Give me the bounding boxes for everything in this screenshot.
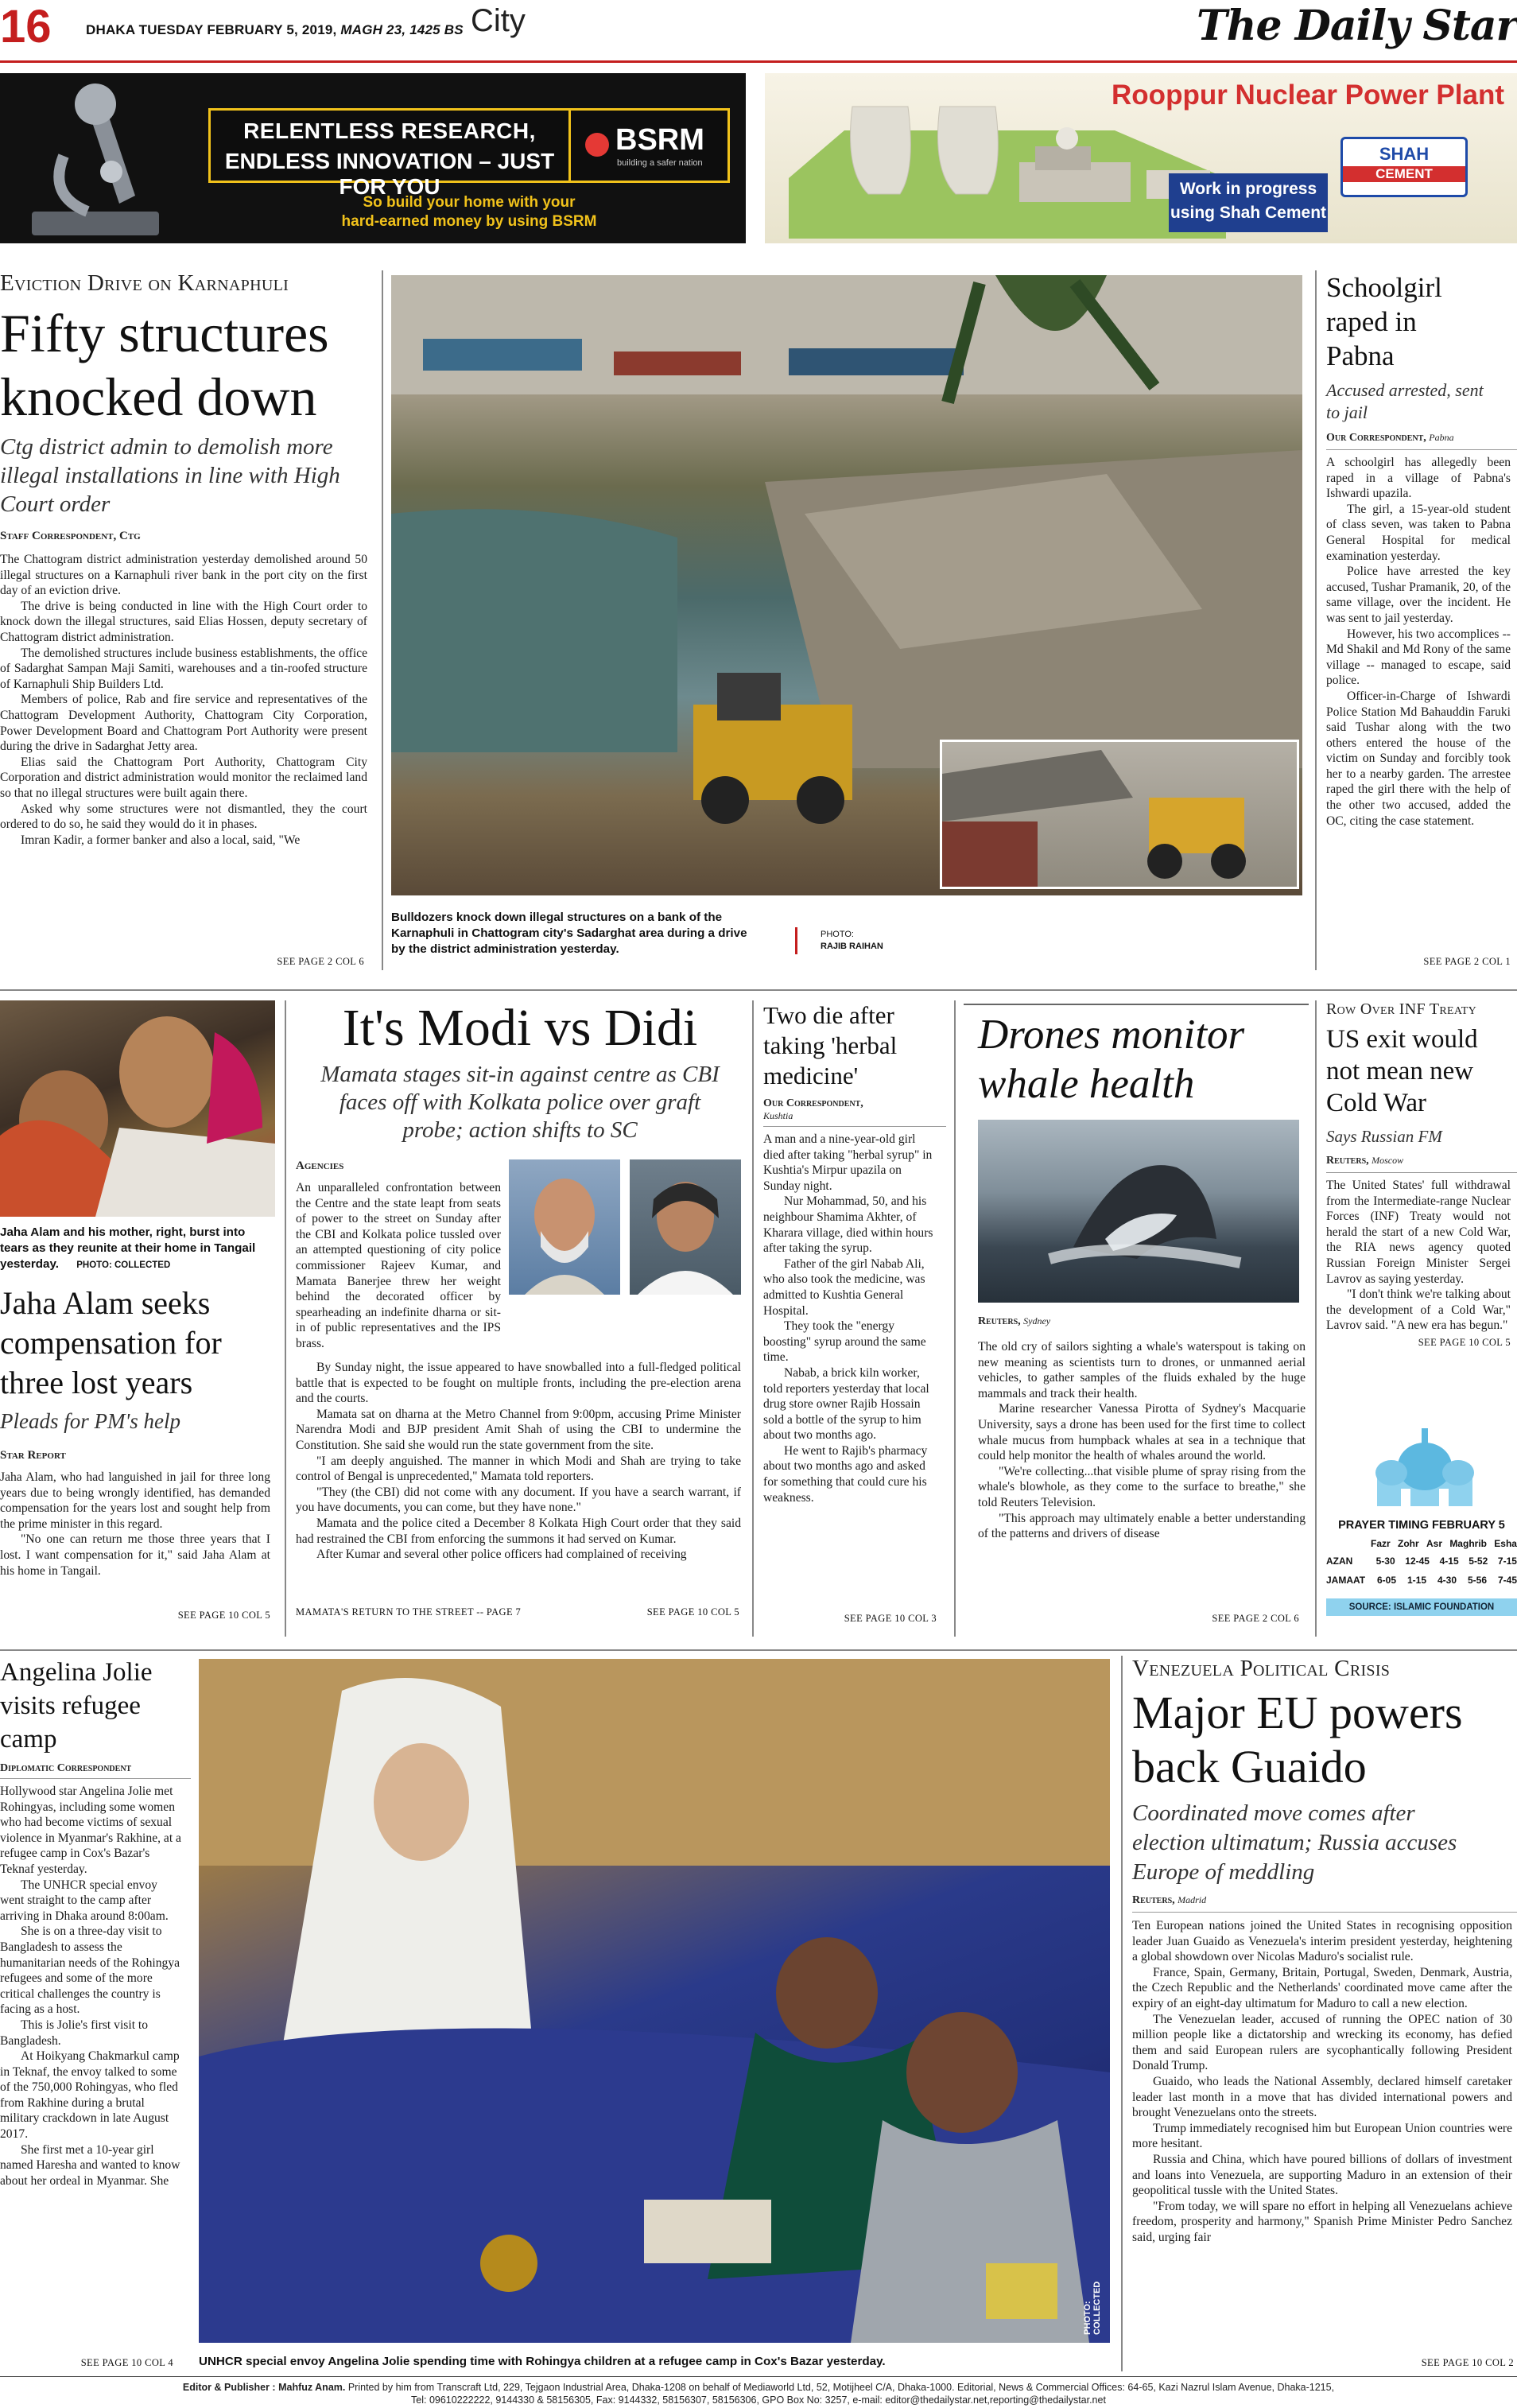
- reunion-photo: [0, 1000, 275, 1217]
- photo-credit: PHOTO: COLLECTED: [76, 1260, 171, 1270]
- byline: [978, 1315, 1050, 1328]
- photo-caption: [0, 1225, 270, 1273]
- jump-link[interactable]: SEE PAGE 2 COL 6: [1212, 1613, 1299, 1624]
- kicker: Venezuela Political Crisis: [1132, 1656, 1391, 1681]
- mosque-icon: [1369, 1422, 1480, 1509]
- story-jolie: [0, 1656, 191, 2376]
- paragraph: "I don't think we're talking about the development of a Cold War," Lavrov said. "A new era has begun.": [1326, 1288, 1511, 1333]
- prayer-header: Asr: [1426, 1538, 1442, 1549]
- power-plant-graphic: [781, 83, 1226, 239]
- byline-rule: [763, 1126, 946, 1127]
- bsrm-headline-2: ENDLESS INNOVATION – JUST FOR YOU: [224, 149, 555, 199]
- deck: Mamata stages sit-in against centre as CBI faces off with Kolkata police over graft probe; action shifts to SC: [320, 1062, 720, 1143]
- byline-rule: [1326, 1172, 1517, 1173]
- prayer-header: Fazr: [1371, 1538, 1391, 1549]
- imprint: [0, 2381, 1517, 2406]
- jump-link-page-7[interactable]: MAMATA'S RETURN TO THE STREET -- PAGE 7: [296, 1606, 522, 1618]
- paragraph: At Hoikyang Chakmarkul camp in Teknaf, the envoy talked to some of the 750,000 Rohingyas, who fled from Rakhine during a brutal military crackdown in late August 2017.: [0, 2049, 180, 2142]
- section-rule: [0, 989, 1517, 991]
- paragraph: "From today, we will spare no effort in helping all Venezuelans achieve freedom, prosperity and harmony," Spanish Prime Minister Pedro Sanchez said, urging fair: [1132, 2199, 1512, 2244]
- shah-callout: [1169, 173, 1328, 232]
- deck: Says Russian FM: [1326, 1127, 1442, 1146]
- bsrm-logo-icon: [585, 133, 609, 157]
- paragraph: The old cry of sailors sighting a whale's waterspout is taking on new meaning as scientists turn to drones, or unmanned aerial vehicles, to gather samples of the fluids exhaled by the huge mammals and track their health.: [978, 1340, 1306, 1400]
- byline: [1326, 432, 1517, 445]
- byline-place: Pabna: [1429, 432, 1454, 443]
- paragraph: Mamata and the police cited a December 8 Kolkata High Court order that they said had restrained the CBI from enforcing the summons it had served on Kumar.: [296, 1516, 741, 1546]
- article-body: [978, 1339, 1306, 1542]
- paragraph: "No one can return me those three years that I lost. I want compensation for it," said Jaha Alam at his home in Tangail.: [0, 1532, 270, 1578]
- story-herbal: [763, 1000, 946, 1645]
- imprint-line-1: [0, 2381, 1517, 2394]
- paragraph: Police have arrested the key accused, Tushar Pramanik, 20, of the same village, over the incident. He was sent to jail yesterday.: [1326, 565, 1511, 625]
- article-body: [1326, 1178, 1511, 1334]
- prayer-header: Esha: [1494, 1538, 1517, 1549]
- paragraph: "We're collecting...that visible plume of spray rising from the whale's blowhole, as they come to the surface to breathe," she told Reuters Television.: [978, 1464, 1306, 1509]
- photo-credit: PHOTO: COLLECTED: [1083, 2281, 1102, 2335]
- paragraph: The demolished structures include business establishments, the office of Sadarghat Sampan Maji Samiti, warehouses and a tin-roofed structure of Karnaphuli Ship Builders Ltd.: [0, 646, 367, 691]
- inset-photo: [940, 740, 1299, 889]
- dateline-date: DHAKA TUESDAY FEBRUARY 5, 2019,: [86, 22, 337, 37]
- byline-rule: [0, 1778, 191, 1779]
- bsrm-sub-1: So build your home with your: [363, 194, 576, 211]
- paragraph: He went to Rajib's pharmacy about two months ago and asked for something that could cure his weakness.: [763, 1443, 928, 1505]
- paragraph: Nabab, a brick kiln worker, told reporters yesterday that local drug store owner Rajib Hossain sold a bottle of the syrup to him about two months ago.: [763, 1365, 929, 1443]
- deck: Coordinated move comes after election ultimatum; Russia accuses Europe of meddling: [1132, 1800, 1457, 1885]
- section-name: City: [471, 3, 526, 38]
- story-schoolgirl: [1326, 270, 1517, 978]
- jump-link[interactable]: SEE PAGE 2 COL 6: [277, 956, 364, 967]
- prayer-time: 4-30: [1437, 1575, 1457, 1586]
- paragraph: Imran Kadir, a former banker and also a local, said, "We: [21, 833, 301, 847]
- paragraph: Mamata sat on dharna at the Metro Channel from 9:00pm, accusing Prime Minister Narendra Modi and BJP president Amit Shah of using the CBI to undermine the Constitution. She said she would run the state government from the site.: [296, 1407, 741, 1452]
- paragraph: Asked why some structures were not dismantled, they the court ordered to do so, he said they would do it in phases.: [0, 802, 367, 832]
- jump-link[interactable]: SEE PAGE 2 COL 1: [1423, 956, 1511, 967]
- jump-link[interactable]: SEE PAGE 10 COL 4: [80, 2357, 173, 2368]
- story-eviction: [0, 259, 374, 975]
- headline: US exit would not mean new Cold War: [1326, 1025, 1478, 1117]
- shah-logo-1: SHAH: [1379, 144, 1430, 164]
- article-body: [0, 552, 367, 848]
- paragraph: Members of police, Rab and fire service and representatives of the Chattogram Development Authority, Chattogram City Corporation, Power Development Board and Chattogram Port Authority were present during the drive in Sadarghat Jetty area.: [0, 693, 367, 754]
- paragraph: A schoolgirl has allegedly been raped in a village of Pabna's Ishwardi upazila.: [1326, 456, 1511, 501]
- microscope-graphic: [16, 76, 175, 240]
- photo-caption: Bulldozers knock down illegal structures on a bank of the Karnaphuli in Chattogram city's Sadarghat area during a drive by the district administration yesterday.: [391, 911, 747, 956]
- paragraph: This is Jolie's first visit to Bangladesh.: [0, 2018, 149, 2048]
- shah-line-2: using Shah Cement: [1170, 204, 1327, 222]
- article-body-narrow: [296, 1180, 501, 1352]
- jump-link[interactable]: SEE PAGE 10 COL 5: [646, 1606, 739, 1618]
- reunion-scene: [0, 1000, 275, 1217]
- column-rule: [1315, 270, 1317, 970]
- article-body: [1326, 455, 1511, 829]
- article-body: [0, 1784, 184, 2189]
- prayer-time: 7-15: [1497, 1555, 1517, 1567]
- whale-scene: [978, 1120, 1299, 1303]
- paragraph: "I am deeply anguished. The manner in which Modi and Shah are trying to take control of Bengal is unprecedented," Mamata told reporters.: [296, 1454, 741, 1484]
- byline: [1326, 1155, 1517, 1167]
- byline: Star Report: [0, 1449, 66, 1462]
- inset-scene: [942, 742, 1297, 887]
- mamata-photo: [630, 1159, 741, 1295]
- bsrm-logo: [571, 108, 730, 183]
- photo-credit: [821, 929, 883, 953]
- paragraph: Ten European nations joined the United States in recognising opposition leader Juan Guaido as Venezuela's interim president yesterday, heightening a global showdown over Nicolas Maduro's socialist rule.: [1132, 1919, 1512, 1964]
- story-modi: [296, 1000, 744, 1645]
- headline: Two die after taking 'herbal medicine': [763, 1001, 898, 1089]
- paragraph: The girl, a 15-year-old student of class seven, was taken to Pabna General Hospital for medical examination yesterday.: [1326, 502, 1511, 563]
- prayer-time: 5-52: [1469, 1555, 1488, 1567]
- prayer-time: 1-15: [1406, 1575, 1426, 1586]
- headline: Jaha Alam seeks compensation for three lost years: [0, 1285, 222, 1400]
- paragraph: A man and a nine-year-old girl died after taking "herbal syrup" in Kushtia's Mirpur upazila on Sunday night.: [763, 1132, 933, 1193]
- story-drones: [964, 1004, 1309, 1648]
- paragraph: Marine researcher Vanessa Pirotta of Sydney's Macquarie University, says a drone has been used for the first time to collect whale mucus from humpback whales at sea in a technique that could help monitor the health of whales around the world.: [978, 1402, 1306, 1463]
- story-jaha: [0, 1000, 275, 1657]
- paragraph: The United States' full withdrawal from the Intermediate-range Nuclear Forces (INF) Treaty would not herald the start of a new Cold War, the RIA news agency quoted Russian Foreign Minister Sergei Lavrov as saying yesterday.: [1326, 1179, 1511, 1286]
- deck: Ctg district admin to demolish more illegal installations in line with High Court order: [0, 434, 340, 517]
- headline-line-2: knocked down: [0, 367, 317, 427]
- jump-link[interactable]: SEE PAGE 10 COL 2: [1421, 2357, 1514, 2368]
- column-rule: [1121, 1656, 1123, 2371]
- paragraph: The UNHCR special envoy went straight to the camp after arriving in Dhaka around 8:00am.: [0, 1878, 169, 1923]
- masthead: [0, 0, 1517, 64]
- byline-name: Our Correspondent,: [1326, 432, 1426, 444]
- paragraph: France, Spain, Germany, Britain, Portugal, Sweden, Denmark, Austria, the Czech Republic and the Netherlands' coordinated move came after the expiry of an eight-day ultimatum for Maduro to call a new election.: [1132, 1965, 1512, 2010]
- caption-text: Jaha Alam and his mother, right, burst into tears as they reunite at their home in Tangail yesterday.: [0, 1225, 256, 1271]
- column-rule: [752, 1000, 754, 1637]
- modi-photo: [509, 1159, 620, 1295]
- column-rule: [285, 1000, 286, 1637]
- headline: It's Modi vs Didi: [342, 999, 698, 1057]
- paragraph: She is on a three-day visit to Bangladesh to assess the humanitarian needs of the Rohingya refugees and some of the more critical challenges the country is facing as a host.: [0, 1924, 180, 2017]
- shah-logo-2: CEMENT: [1343, 166, 1465, 182]
- masthead-rule: [0, 60, 1517, 63]
- headline-line-1: Fifty structures: [0, 303, 329, 363]
- kicker: Eviction Drive on Karnaphuli: [0, 270, 289, 296]
- prayer-header: Maghrib: [1449, 1538, 1487, 1549]
- headline-line-2: back Guaido: [1132, 1741, 1367, 1792]
- imprint-label: Editor & Publisher :: [182, 2382, 276, 2393]
- prayer-source: SOURCE: ISLAMIC FOUNDATION: [1326, 1598, 1517, 1616]
- jolie-photo: [199, 1659, 1110, 2343]
- photo-credit-label: PHOTO:: [821, 930, 854, 939]
- paragraph: The Chattogram district administration yesterday demolished around 50 illegal structures on a Karnaphuli river bank in the port city on the first day of an eviction drive.: [0, 553, 367, 598]
- mamata-portrait: [630, 1159, 741, 1295]
- paragraph: "This approach may ultimately enable a better understanding of the patterns and drivers of disease: [978, 1511, 1306, 1541]
- paragraph: Trump immediately recognised him but European Union countries were more hesitant.: [1132, 2121, 1512, 2151]
- bsrm-panel: [208, 108, 571, 199]
- paragraph: Guaido, who leads the National Assembly, declared himself caretaker leader last month in a move that has divided international powers and brought Venezuelans onto the streets.: [1132, 2074, 1512, 2120]
- section-rule: [0, 1649, 1517, 1651]
- bsrm-sub-2: hard-earned money by using BSRM: [341, 213, 597, 230]
- byline-rule: [1326, 449, 1517, 450]
- shah-ad-title: Rooppur Nuclear Power Plant: [1112, 80, 1504, 111]
- deck: Pleads for PM's help: [0, 1409, 180, 1433]
- byline: Agencies: [296, 1159, 344, 1172]
- paragraph: Father of the girl Nabab Ali, who also took the medicine, was admitted to Kushtia General Hospital.: [763, 1256, 925, 1318]
- article-body: [1132, 1918, 1512, 2245]
- headline-line-1: Drones monitor: [978, 1012, 1245, 1058]
- article-body: [296, 1360, 741, 1563]
- paragraph: However, his two accomplices -- Md Shakil and Md Rony of the same village -- managed to escape, said police.: [1326, 627, 1511, 688]
- prayer-time: 5-30: [1375, 1555, 1395, 1567]
- column-rule: [1315, 1000, 1317, 1637]
- prayer-time: 7-45: [1497, 1575, 1517, 1586]
- article-body: [0, 1470, 270, 1579]
- paragraph: They took the "energy boosting" syrup around the same time.: [763, 1319, 926, 1365]
- jump-link[interactable]: SEE PAGE 10 COL 5: [177, 1610, 270, 1621]
- shah-cement-ad[interactable]: [765, 73, 1517, 243]
- imprint-name: Mahfuz Anam.: [278, 2382, 346, 2393]
- prayer-title: PRAYER TIMING FEBRUARY 5: [1338, 1519, 1505, 1532]
- byline: [763, 1097, 946, 1123]
- byline-name: Reuters,: [978, 1315, 1021, 1327]
- column-rule: [954, 1000, 956, 1637]
- byline: Diplomatic Correspondent: [0, 1762, 132, 1774]
- whale-photo: [978, 1120, 1299, 1303]
- paragraph: Hollywood star Angelina Jolie met Rohingyas, including some women who had become victims of sexual violence in Myanmar's Rakhine, at a refugee camp in Cox's Bazar's Teknaf yesterday.: [0, 1785, 181, 1876]
- byline-place: Moscow: [1372, 1155, 1404, 1166]
- bsrm-brand: BSRM: [615, 123, 704, 157]
- byline-rule: [1132, 1912, 1517, 1913]
- page-number: 16: [0, 1, 52, 52]
- caption-divider: [795, 927, 797, 954]
- byline-place: Kushtia: [763, 1110, 793, 1121]
- photo-credit-name: RAJIB RAIHAN: [821, 942, 883, 951]
- byline-name: Reuters,: [1326, 1155, 1369, 1167]
- byline: Staff Correspondent, Ctg: [0, 530, 141, 542]
- prayer-header: Zohr: [1398, 1538, 1419, 1549]
- byline: [1132, 1894, 1206, 1907]
- byline-place: Sydney: [1023, 1315, 1051, 1326]
- prayer-row-jamaat: [1326, 1575, 1517, 1586]
- paragraph: An unparalleled confrontation between the Centre and the state leapt from seats of power to the street on Sunday after the CBI and Kolkata police tussled over an attempted questioning of city police commissioner Rajeev Kumar, and Mamata Banerjee threw her weight behind the decorated officer by spearheading an indefinite dharna or sit-in of public representatives and the IPS brass.: [296, 1181, 501, 1350]
- kicker: Row Over INF Treaty: [1326, 1000, 1476, 1018]
- paragraph: The drive is being conducted in line with the High Court order to knock down the illegal structures, said Elias Hossen, deputy secretary of Chattogram district administration.: [0, 599, 367, 644]
- story-inf: [1326, 1000, 1517, 1398]
- imprint-line-2: Tel: 09610222222, 9144330 & 58156305, Fax: 9144332, 58156307, 58156306, GPO Box No: 3257, e-mail: editor@thedailystar.net,reporting@thedailystar.net: [411, 2394, 1106, 2406]
- jolie-scene: [199, 1659, 1110, 2343]
- prayer-row-azan: [1326, 1555, 1517, 1567]
- dateline: [86, 22, 464, 38]
- prayer-timing-box: [1326, 1422, 1517, 1625]
- prayer-time: 12-45: [1405, 1555, 1430, 1567]
- paragraph: Elias said the Chattogram Port Authority, Chattogram City Corporation and district administration would monitor the reclaimed land so that no illegal structures were built again there.: [0, 755, 367, 800]
- jump-link[interactable]: SEE PAGE 10 COL 3: [844, 1613, 937, 1624]
- paragraph: Officer-in-Charge of Ishwardi Police Station Md Bahauddin Faruki said Tushar along with the two others entered the house of the victim on Sunday and forcibly took her to a nearby garden. The arrestee raped the girl there with the help of the other two accused, added the OC, citing the case statement.: [1326, 689, 1511, 828]
- paragraph: By Sunday night, the issue appeared to have snowballed into a full-fledged political battle that is expected to be fought on multiple fronts, including the pre-election arena and the courts.: [296, 1361, 741, 1406]
- deck: Accused arrested, sent to jail: [1326, 380, 1484, 422]
- prayer-row-label: JAMAAT: [1326, 1575, 1366, 1586]
- paragraph: The Venezuelan leader, accused of running the OPEC nation of 30 million people like a dictatorship and wrecking its economy, has defied them and said European rulers are sycophantically following President Donald Trump.: [1132, 2012, 1512, 2073]
- article-body: [763, 1132, 940, 1505]
- paragraph: Nur Mohammad, 50, and his neighbour Shamima Akhter, of Kharara village, died within hours after taking the syrup.: [763, 1194, 933, 1256]
- byline-name: Reuters,: [1132, 1894, 1175, 1906]
- jump-link[interactable]: SEE PAGE 10 COL 5: [1418, 1336, 1511, 1348]
- demolition-photo: [391, 275, 1302, 895]
- photo-caption: UNHCR special envoy Angelina Jolie spending time with Rohingya children at a refugee camp in Cox's Bazar yesterday.: [199, 2355, 886, 2368]
- footer-rule: [0, 2376, 1517, 2377]
- headline-line-1: Major EU powers: [1132, 1687, 1463, 1738]
- prayer-time: 6-05: [1376, 1575, 1396, 1586]
- imprint-text: Printed by him from Transcraft Ltd, 229, Tejgaon Industrial Area, Dhaka-1208 on behalf of Mediaworld Ltd, 52, Motijheel C/A, Dhaka-1000. Editorial, News & Commercial Offices: 64-65, Kazi Nazrul Islam Avenue, Dhaka-1215,: [347, 2382, 1335, 2393]
- headline: Angelina Jolie visits refugee camp: [0, 1658, 153, 1754]
- masthead-logo: The Daily Star: [1197, 2, 1517, 50]
- paragraph: She first met a 10-year girl named Haresha and wanted to know about her ordeal in Myanmar. She: [0, 2142, 180, 2188]
- paragraph: Jaha Alam, who had languished in jail for three long years due to being wrongly identified, has demanded compensation for the years lost and sought help from the prime minister in this regard.: [0, 1470, 270, 1531]
- shah-line-1: Work in progress: [1179, 180, 1317, 198]
- byline-name: Our Correspondent,: [763, 1097, 863, 1109]
- bsrm-headline-1: RELENTLESS RESEARCH,: [243, 118, 536, 143]
- paragraph: After Kumar and several other police officers had complained of receiving: [316, 1548, 687, 1562]
- dateline-bangla: MAGH 23, 1425 BS: [340, 22, 464, 37]
- modi-portrait: [509, 1159, 620, 1295]
- headline: Schoolgirl raped in Pabna: [1326, 272, 1442, 371]
- paragraph: "They (the CBI) did not come with any document. If you have a search warrant, if you have documents, you can come, but they have none.": [296, 1485, 741, 1515]
- bsrm-brand-tagline: building a safer nation: [617, 158, 703, 168]
- prayer-headers: [1371, 1538, 1517, 1549]
- byline-place: Madrid: [1178, 1894, 1207, 1905]
- shah-logo: [1340, 137, 1468, 197]
- story-venezuela: [1132, 1656, 1517, 2376]
- headline-line-2: whale health: [978, 1061, 1195, 1107]
- prayer-time: 4-15: [1439, 1555, 1459, 1567]
- bsrm-ad[interactable]: [0, 73, 746, 243]
- prayer-row-label: AZAN: [1326, 1555, 1353, 1567]
- paragraph: Russia and China, which have poured billions of dollars of investment and loans into Venezuela, are supporting Maduro in an extension of their geopolitical tussle with the United States.: [1132, 2152, 1512, 2198]
- column-rule: [382, 270, 383, 970]
- prayer-time: 5-56: [1467, 1575, 1487, 1586]
